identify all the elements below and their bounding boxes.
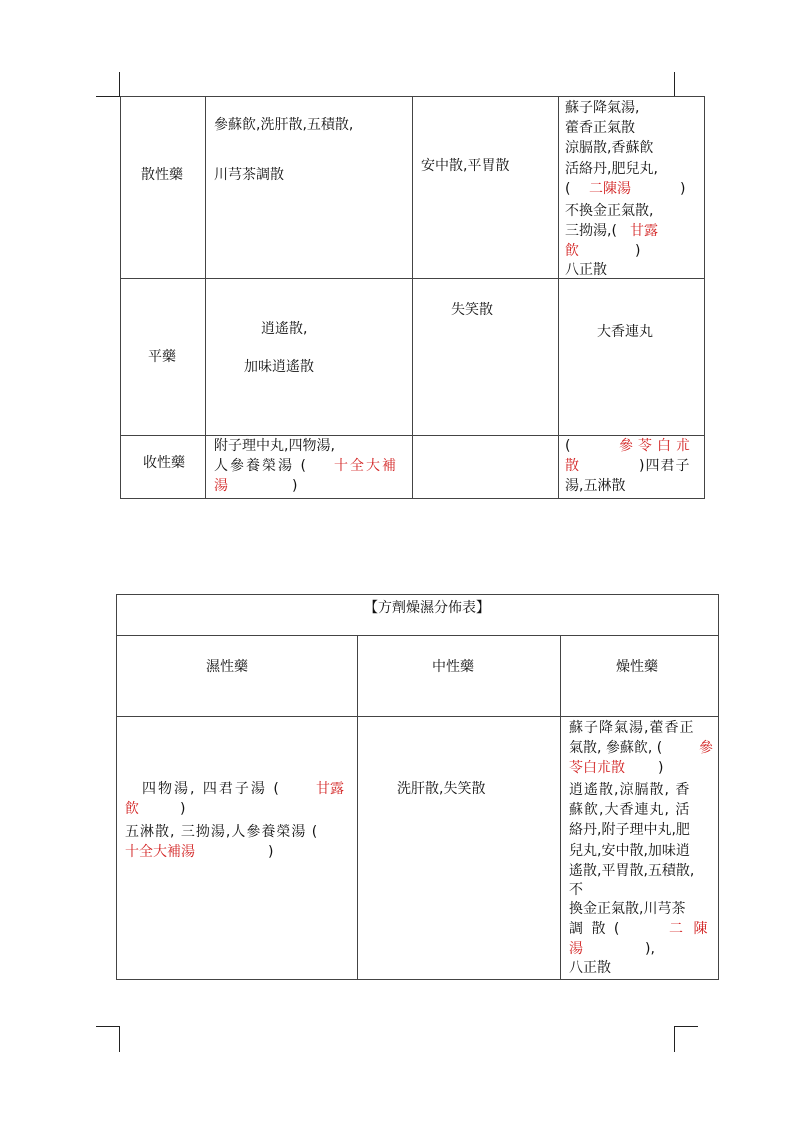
crop-mark-top-left-v bbox=[119, 72, 120, 96]
crop-mark-bottom-right-v bbox=[674, 1026, 675, 1052]
table-title: 【方劑燥濕分佈表】 bbox=[117, 595, 719, 636]
row-label-neutral: 平藥 bbox=[121, 279, 206, 436]
prescription-dry-wet-table bbox=[116, 594, 719, 980]
crop-mark-top-left-h bbox=[96, 96, 120, 97]
table-row bbox=[117, 717, 719, 980]
header-neutral: 中性藥 bbox=[358, 636, 561, 717]
wet-herbs-cell: 四物湯, 四君子湯 ( 甘露 飮 ) 五淋散, 三拗湯,人參養榮湯 ( 十全大補湯 ) bbox=[117, 717, 358, 980]
crop-mark-bottom-left-v bbox=[119, 1026, 120, 1052]
crop-mark-top-right-v bbox=[674, 72, 675, 96]
header-wet: 濕性藥 bbox=[117, 636, 358, 717]
table-row bbox=[121, 279, 705, 436]
table-title-row bbox=[117, 595, 719, 636]
table-row bbox=[121, 97, 705, 279]
neutral-herbs-cell: 洗肝散,失笑散 bbox=[358, 717, 561, 980]
table-cell: 大香連丸 bbox=[559, 279, 705, 436]
table-cell: 失笑散 bbox=[413, 279, 559, 436]
table-cell-empty bbox=[413, 436, 559, 499]
herb-nature-table bbox=[120, 96, 705, 499]
row-label-dispersing: 散性藥 bbox=[121, 97, 206, 279]
table-cell: 蘇子降氣湯, 藿香正氣散 涼膈散,香蘇飮 活絡丹,肥兒丸, ( 二陳湯 ) 不換金正氣散, 三拗湯,( 甘露 飮 ) 八正散 bbox=[559, 97, 705, 279]
dry-herbs-cell: 蘇子降氣湯,藿香正 氣散, 參蘇飮, ( 參 苓白朮散 ) 逍遙散,涼膈散, 香 蘇飮,大香連丸, 活 絡丹,附子理中丸,肥 兒丸,安中散,加味逍 遙散,平胃散,五積散, 不 換金正氣散,川芎茶 調 散 ( 二 陳 湯 ), 八正散 bbox=[561, 717, 719, 980]
table-row bbox=[121, 436, 705, 499]
table-cell: 安中散,平胃散 bbox=[413, 97, 559, 279]
table-cell: ( 參苓白朮 散 )四君子 湯,五淋散 bbox=[559, 436, 705, 499]
crop-mark-bottom-left-h bbox=[96, 1026, 120, 1027]
crop-mark-bottom-right-h bbox=[674, 1026, 698, 1027]
table-cell: 參蘇飮,洗肝散,五積散, 川芎茶調散 bbox=[206, 97, 413, 279]
table-header-row bbox=[117, 636, 719, 717]
row-label-astringent: 收性藥 bbox=[121, 436, 206, 499]
table-cell: 附子理中丸,四物湯, 人參養榮湯 ( 十全大補 湯 ) bbox=[206, 436, 413, 499]
header-dry: 燥性藥 bbox=[561, 636, 719, 717]
table-cell: 逍遙散, 加味逍遙散 bbox=[206, 279, 413, 436]
